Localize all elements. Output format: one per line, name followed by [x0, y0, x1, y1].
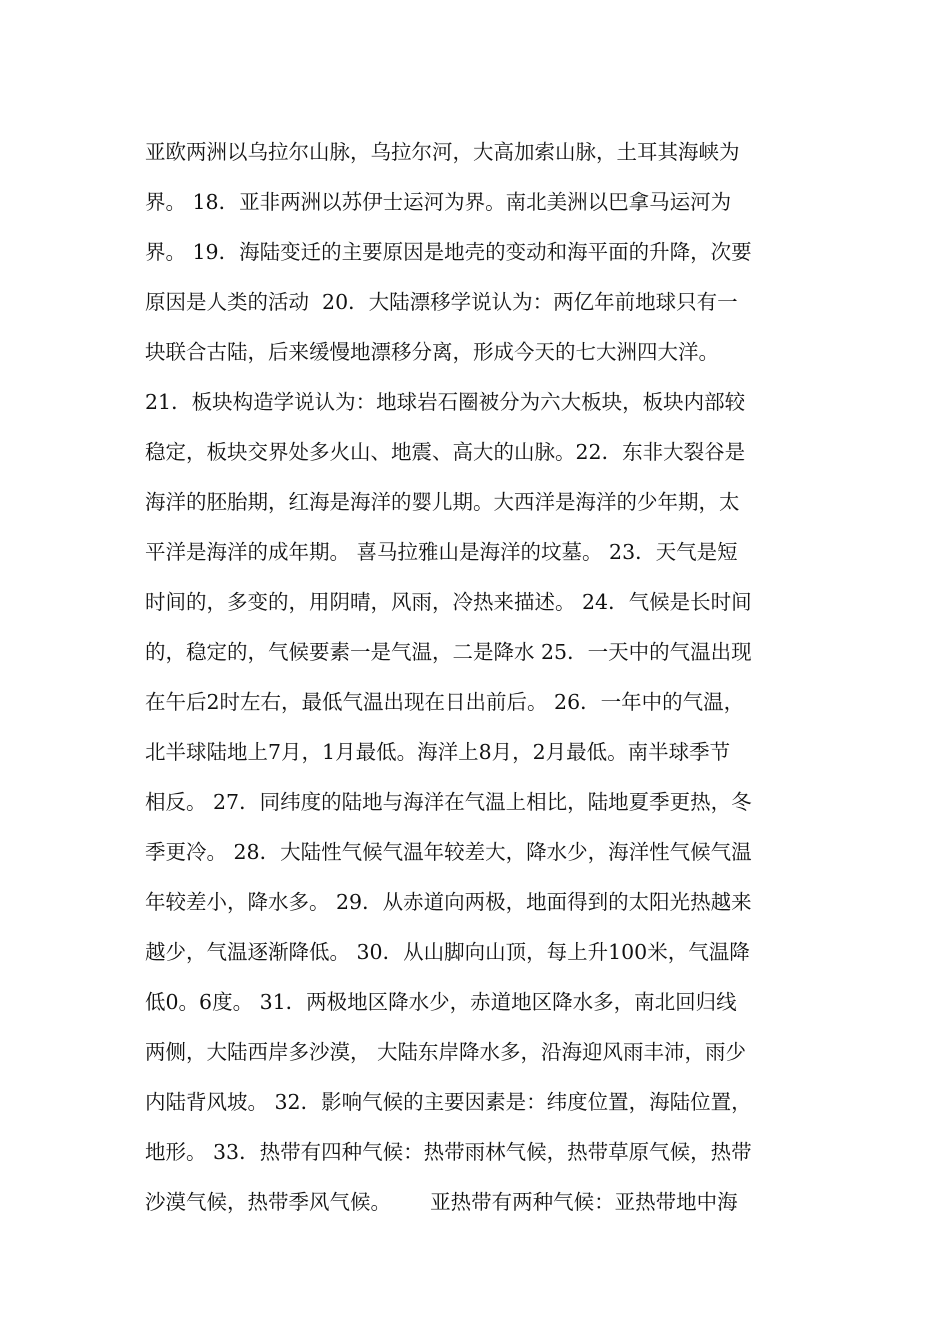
text-line: 原因是人类的活动 20．大陆漂移学说认为：两亿年前地球只有一 — [145, 290, 738, 314]
text-line: 低0。6度。 31．两极地区降水少，赤道地区降水多，南北回归线 — [145, 990, 737, 1014]
text-line: 相反。 27．同纬度的陆地与海洋在气温上相比，陆地夏季更热，冬 — [145, 790, 752, 814]
text-line: 年较差小，降水多。 29．从赤道向两极，地面得到的太阳光热越来 — [145, 890, 752, 914]
text-line: 平洋是海洋的成年期。 喜马拉雅山是海洋的坟墓。 23．天气是短 — [145, 540, 738, 564]
text-line: 在午后2时左右，最低气温出现在日出前后。 26．一年中的气温， — [145, 690, 745, 714]
text-line: 海洋的胚胎期，红海是海洋的婴儿期。大西洋是海洋的少年期，太 — [145, 490, 740, 514]
text-line: 地形。 33．热带有四种气候：热带雨林气候，热带草原气候，热带 — [145, 1140, 752, 1164]
text-line: 越少，气温逐渐降低。 30．从山脚向山顶，每上升100米，气温降 — [145, 940, 750, 964]
text-line: 的，稳定的，气候要素一是气温，二是降水 25．一天中的气温出现 — [145, 640, 752, 664]
text-line: 界。 18．亚非两洲以苏伊士运河为界。南北美洲以巴拿马运河为 — [145, 190, 732, 214]
text-line: 界。 19．海陆变迁的主要原因是地壳的变动和海平面的升降，次要 — [145, 240, 752, 264]
text-line: 沙漠气候，热带季风气候。 亚热带有两种气候：亚热带地中海 — [145, 1190, 738, 1214]
text-line: 季更冷。 28．大陆性气候气温年较差大，降水少，海洋性气候气温 — [145, 840, 752, 864]
text-line: 内陆背风坡。 32．影响气候的主要因素是：纬度位置，海陆位置， — [145, 1090, 752, 1114]
text-line: 稳定，板块交界处多火山、地震、高大的山脉。22．东非大裂谷是 — [145, 440, 746, 464]
text-line: 亚欧两洲以乌拉尔山脉，乌拉尔河，大高加索山脉，土耳其海峡为 — [145, 140, 740, 164]
text-line: 两侧，大陆西岸多沙漠， 大陆东岸降水多，沿海迎风雨丰沛，雨少 — [145, 1040, 747, 1064]
text-line: 北半球陆地上7月，1月最低。海洋上8月，2月最低。南半球季节 — [145, 740, 731, 764]
text-line: 块联合古陆，后来缓慢地漂移分离，形成今天的七大洲四大洋。 — [145, 340, 719, 364]
text-line: 时间的，多变的，用阴晴，风雨，冷热来描述。 24．气候是长时间 — [145, 590, 752, 614]
text-line: 21．板块构造学说认为：地球岩石圈被分为六大板块，板块内部较 — [145, 390, 746, 414]
